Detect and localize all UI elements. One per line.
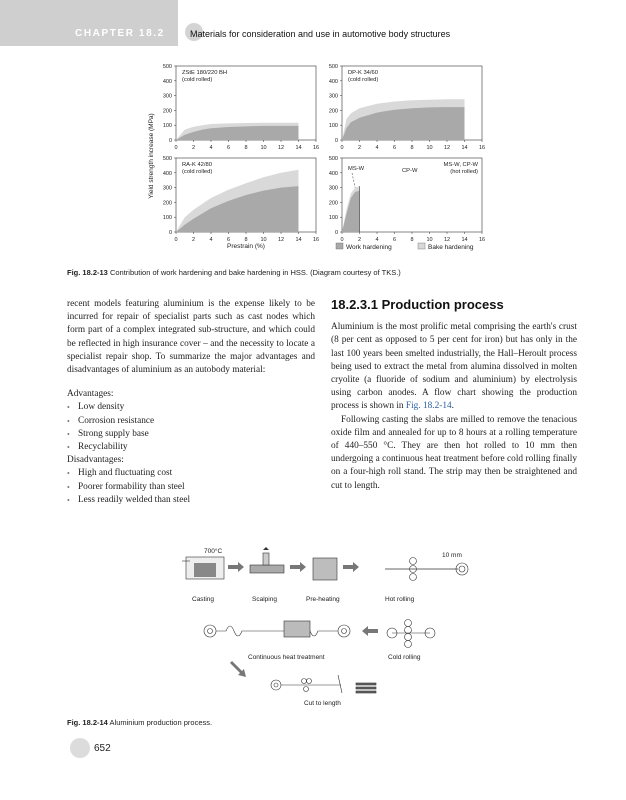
chart-panel-1 [163, 64, 319, 151]
scalping-machine-icon [250, 547, 284, 573]
step-label-cut: Cut to length [304, 700, 341, 707]
y-tick-label: 200 [328, 108, 338, 115]
x-tick-label: 12 [443, 237, 451, 243]
x-tick-label: 2 [191, 145, 196, 151]
x-tick-label: 8 [410, 237, 414, 243]
y-tick-label: 400 [162, 78, 172, 85]
x-tick-label: 6 [226, 237, 231, 243]
arrow-diagonal-icon [230, 661, 246, 677]
x-tick-label: 0 [340, 237, 344, 243]
body-paragraph: Following casting the slabs are milled to remove the tenacious oxide film and annealed for up to 8 hours at a rolling temperature of 440–550 °C. They are then hot rolled to 10 mm then undergoing a continuous heat treatment before cold rolling finally on a four-high roll stand. The strip may then be straightened and cut to length. [331, 414, 577, 491]
x-tick-label: 12 [277, 145, 285, 151]
disadvantages-heading: Disadvantages: [67, 455, 124, 466]
figure2-caption [67, 718, 212, 727]
hot-rolling-mill-icon [385, 558, 468, 581]
step-label-casting: Casting [192, 596, 215, 603]
legend-work-swatch [336, 243, 343, 249]
figure1-caption-label: Fig. 18.2-13 [67, 268, 108, 277]
x-tick-label: 10 [426, 145, 433, 151]
step-label-preheating: Pre-heating [306, 596, 340, 603]
y-tick-label: 300 [162, 185, 172, 192]
y-tick-label: 300 [328, 93, 338, 100]
x-tick-label: 14 [295, 145, 302, 151]
y-tick-label: 200 [162, 108, 172, 115]
advantage-item: • Strong supply base [67, 428, 315, 441]
x-tick-label: 6 [392, 237, 397, 243]
y-tick-label: 300 [162, 93, 172, 100]
figure2-caption-label: Fig. 18.2-14 [67, 718, 108, 727]
arrow-right-icon [343, 562, 359, 572]
x-tick-label: 6 [392, 145, 397, 151]
section-heading: 18.2.3.1 Production process [331, 297, 504, 312]
x-tick-label: 16 [478, 237, 486, 243]
advantage-item: • Recyclability [67, 441, 315, 454]
y-tick-label: 100 [162, 123, 172, 130]
panel-subtitle: (cold rolled) [182, 169, 213, 175]
x-tick-label: 8 [244, 145, 248, 151]
page-number-decoration [70, 738, 90, 758]
x-tick-label: 0 [340, 145, 344, 151]
disadvantage-item: • Poorer formability than steel [67, 481, 315, 494]
y-axis-label: Yield strength increase (MPa) [148, 113, 155, 199]
y-tick-label: 500 [328, 156, 338, 162]
x-tick-label: 2 [357, 237, 362, 243]
panel-title: RA-K 42/80 [182, 162, 212, 168]
figure-production-process [180, 543, 480, 713]
y-tick-label: 0 [334, 138, 338, 144]
panel-title: ZStE 180/220 BH [182, 70, 228, 76]
arrow-right-icon [228, 562, 244, 572]
panel-annotation: MS-W [348, 166, 365, 172]
x-tick-label: 4 [209, 145, 213, 151]
x-tick-label: 16 [312, 145, 320, 151]
paragraph-text: Aluminium is the most prolific metal comprising the earth's crust (8 per cent as opposed to 5 per cent for iron) but has only in the last 100 years been smelted industrially, the Hall–Heroult process being used to extract the metal from alumina dissolved in molten cryolite (a fluoride of sodium and aluminium) by electrolysis using carbon anodes. A flow chart showing the production process is shown in [331, 322, 577, 412]
x-tick-label: 10 [426, 237, 433, 243]
y-tick-label: 200 [162, 200, 172, 207]
panel-annotation: MS-W, CP-W [443, 162, 478, 168]
body-paragraph: recent models featuring aluminium is the expense likely to be incurred for repair of specialist parts such as cast nodes which form part of a complex integrated sub-structure, and which could be reflected in high insurance cover – and the necessity to locate a specialist repair shop. To summarize the major advantages and disadvantages of aluminium as an autobody material: [67, 299, 315, 376]
figure2-caption-text: Aluminium production process. [109, 718, 213, 727]
y-tick-label: 100 [162, 215, 172, 222]
x-tick-label: 14 [461, 237, 468, 243]
legend-bake-swatch [418, 243, 425, 249]
x-tick-label: 4 [375, 145, 379, 151]
panel-title: DP-K 34/60 [348, 70, 378, 76]
step-label-scalping: Scalping [252, 596, 277, 603]
x-axis-label: Prestrain (%) [227, 243, 265, 250]
y-tick-label: 500 [162, 64, 172, 70]
left-column [67, 298, 315, 507]
cut-to-length-line-icon [271, 675, 376, 693]
x-tick-label: 0 [174, 145, 178, 151]
x-tick-label: 8 [244, 237, 248, 243]
casting-machine-icon [182, 557, 224, 579]
y-tick-label: 500 [328, 64, 338, 70]
paragraph-end: . [451, 401, 454, 412]
right-column [331, 298, 577, 493]
y-tick-label: 400 [162, 170, 172, 177]
figure1-caption [67, 268, 401, 277]
disadvantage-item: • Less readily welded than steel [67, 494, 315, 507]
x-tick-label: 14 [295, 237, 302, 243]
y-tick-label: 200 [328, 200, 338, 207]
x-tick-label: 12 [277, 237, 285, 243]
y-tick-label: 300 [328, 185, 338, 192]
x-tick-label: 2 [357, 145, 362, 151]
panel-annotation: CP-W [402, 168, 418, 174]
x-tick-label: 6 [226, 145, 231, 151]
x-tick-label: 14 [461, 145, 468, 151]
running-header-title: Materials for consideration and use in automotive body structures [190, 29, 451, 39]
y-tick-label: 0 [334, 230, 338, 236]
y-tick-label: 100 [328, 215, 338, 222]
advantage-item: • Corrosion resistance [67, 415, 315, 428]
x-tick-label: 10 [260, 237, 267, 243]
chart-panel-2 [329, 64, 485, 151]
advantages-heading: Advantages: [67, 389, 114, 400]
heat-treatment-line-icon [204, 621, 350, 637]
chapter-tab [0, 0, 178, 46]
x-tick-label: 12 [443, 145, 451, 151]
y-tick-label: 0 [168, 230, 172, 236]
figure-hardening-charts [150, 58, 500, 258]
x-tick-label: 10 [260, 145, 267, 151]
cold-rolling-mill-icon [387, 620, 435, 648]
arrow-left-icon [362, 626, 378, 636]
chart-panel-4 [329, 156, 485, 243]
advantage-item: • Low density [67, 401, 315, 414]
preheating-furnace-icon [313, 558, 337, 580]
x-tick-label: 8 [410, 145, 414, 151]
y-tick-label: 100 [328, 123, 338, 130]
thickness-label: 10 mm [442, 552, 462, 559]
chart-panel-3 [163, 156, 319, 243]
panel-subtitle: (cold rolled) [348, 77, 379, 83]
arrow-right-icon [290, 562, 306, 572]
step-label-heat-treatment: Continuous heat treatment [248, 654, 325, 661]
x-tick-label: 16 [478, 145, 486, 151]
chapter-label: CHAPTER 18.2 [75, 28, 165, 39]
y-tick-label: 0 [168, 138, 172, 144]
step-label-cold-rolling: Cold rolling [388, 654, 421, 661]
x-tick-label: 16 [312, 237, 320, 243]
legend-bake-label: Bake hardening [428, 244, 474, 251]
figure-reference-link[interactable]: Fig. 18.2-14 [405, 401, 452, 412]
legend-work-label: Work hardening [346, 244, 392, 251]
y-tick-label: 400 [328, 170, 338, 177]
step-label-hot-rolling: Hot rolling [385, 596, 415, 603]
flow-arrows-row1 [228, 562, 359, 572]
y-tick-label: 500 [162, 156, 172, 162]
y-tick-label: 400 [328, 78, 338, 85]
panel-subtitle: (cold rolled) [182, 77, 213, 83]
page-number: 652 [94, 743, 111, 754]
disadvantage-item: • High and fluctuating cost [67, 467, 315, 480]
panel-annotation: (hot rolled) [450, 169, 478, 175]
body-paragraph [331, 321, 577, 413]
x-tick-label: 2 [191, 237, 196, 243]
x-tick-label: 4 [375, 237, 379, 243]
temperature-label: 700°C [204, 548, 223, 555]
x-tick-label: 0 [174, 237, 178, 243]
x-tick-label: 4 [209, 237, 213, 243]
figure1-caption-text: Contribution of work hardening and bake hardening in HSS. (Diagram courtesy of TKS.) [109, 268, 401, 277]
